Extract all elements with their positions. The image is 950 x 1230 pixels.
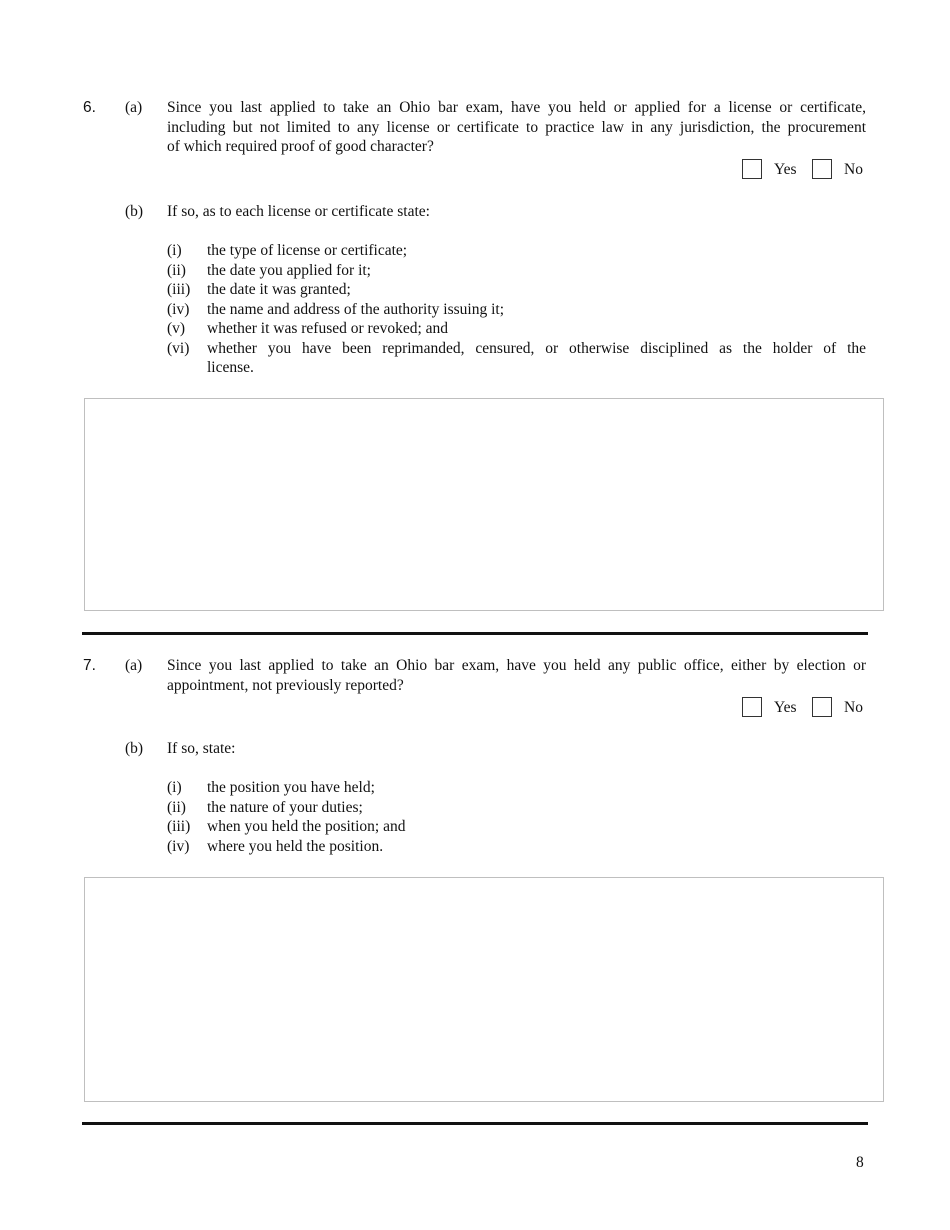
list-item-number: (i): [167, 242, 182, 259]
list-item-text: the name and address of the authority issuing it;: [207, 300, 505, 318]
list-item: [167, 339, 866, 378]
list-item: [167, 300, 866, 320]
question-7a-text: [167, 656, 866, 695]
question-6b-list: [167, 241, 866, 378]
question-6a-text: [167, 98, 866, 157]
question-7b-list: [167, 778, 866, 856]
q7-no-checkbox[interactable]: [812, 697, 832, 717]
list-item-number: (i): [167, 779, 182, 796]
list-item-number: (iv): [167, 837, 190, 855]
question-7b-text: If so, state:: [167, 740, 236, 757]
question-6a-line-3: of which required proof of good character?: [167, 138, 434, 155]
q6-no-label: No: [844, 161, 863, 178]
list-item-number: (v): [167, 320, 186, 337]
list-item-line-2: license.: [207, 359, 254, 376]
question-7b-label: (b): [125, 740, 144, 757]
q7-no-label: No: [844, 699, 863, 716]
page-number: 8: [856, 1154, 864, 1171]
list-item-number: (iii): [167, 818, 191, 835]
list-item-number: (iii): [167, 281, 191, 298]
list-item: [167, 798, 866, 818]
list-item: [167, 280, 866, 300]
list-item: [167, 778, 866, 798]
list-item-number: (ii): [167, 261, 186, 279]
question-7a-line-2: appointment, not previously reported?: [167, 676, 404, 694]
q6-yes-label: Yes: [774, 161, 797, 178]
question-7a-label: (a): [125, 657, 143, 674]
list-item: [167, 817, 866, 837]
q6-answer-box[interactable]: [84, 398, 884, 611]
list-item-text: the date you applied for it;: [207, 261, 371, 279]
question-6b-label: (b): [125, 203, 144, 220]
question-6a-line-2: including but not limited to any license or certificate to practice law in any jurisdiction, the procurement: [167, 118, 866, 136]
list-item: [167, 319, 866, 339]
section-divider: [82, 632, 868, 635]
list-item-number: (iv): [167, 300, 190, 318]
q6-no-checkbox[interactable]: [812, 159, 832, 179]
q6-yes-checkbox[interactable]: [742, 159, 762, 179]
q7-yes-label: Yes: [774, 699, 797, 716]
list-item: [167, 837, 866, 857]
q7-yes-checkbox[interactable]: [742, 697, 762, 717]
list-item-text: when you held the position; and: [207, 818, 406, 835]
q7-answer-box[interactable]: [84, 877, 884, 1102]
list-item-text: where you held the position.: [207, 837, 384, 855]
question-7a-line-1: Since you last applied to take an Ohio bar exam, have you held any public office, either by election or: [167, 657, 866, 674]
list-item-number: (ii): [167, 798, 186, 816]
list-item-text: the position you have held;: [207, 779, 375, 796]
list-item-text: the date it was granted;: [207, 281, 351, 298]
question-6a-line-1: Since you last applied to take an Ohio bar exam, have you held or applied for a license or certificate,: [167, 99, 866, 116]
section-divider: [82, 1122, 868, 1125]
list-item-number: (vi): [167, 339, 190, 357]
list-item-text: the type of license or certificate;: [207, 242, 408, 259]
list-item-line-1: whether you have been reprimanded, censured, or otherwise disciplined as the holder of the: [207, 339, 866, 357]
question-6a-label: (a): [125, 99, 143, 116]
list-item: [167, 241, 866, 261]
question-6-number: 6.: [83, 99, 96, 116]
question-7-number: 7.: [83, 657, 96, 674]
list-item-text: whether it was refused or revoked; and: [207, 320, 449, 337]
list-item-text: [207, 339, 866, 378]
list-item-text: the nature of your duties;: [207, 798, 363, 816]
list-item: [167, 261, 866, 281]
question-6b-text: If so, as to each license or certificate state:: [167, 203, 430, 220]
